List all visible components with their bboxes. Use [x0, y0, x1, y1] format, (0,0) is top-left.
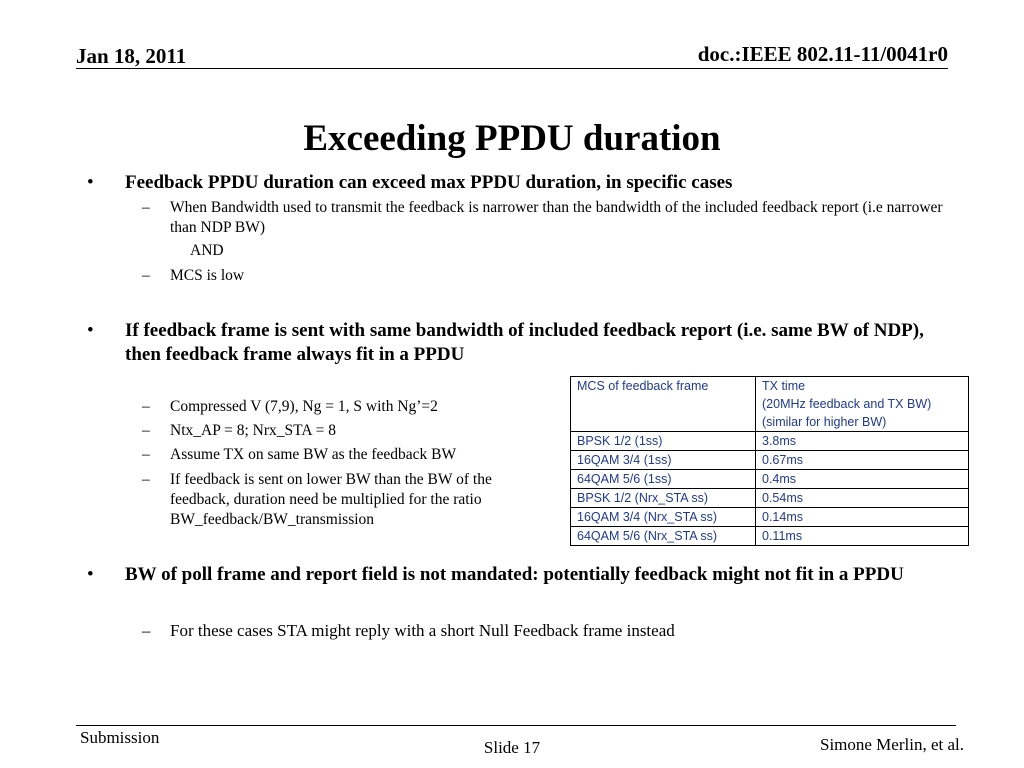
table-cell-time: 3.8ms: [756, 432, 969, 451]
header-doc-id: doc.:IEEE 802.11-11/0041r0: [697, 42, 948, 66]
header-divider: [76, 68, 948, 69]
table-header-tx-time: [756, 377, 969, 432]
bullet-2-sub-1: [142, 397, 540, 417]
bullet-2: [87, 319, 935, 367]
bullet-3-sub-1: [142, 621, 950, 641]
table-header-mcs: MCS of feedback frame: [571, 377, 756, 432]
bullet-2-sub-3: [142, 445, 540, 465]
footer-slide-number: Slide 17: [483, 738, 541, 757]
header-date: Jan 18, 2011: [76, 44, 187, 68]
table-header-tx-time-line2: (20MHz feedback and TX BW): [762, 397, 932, 411]
table-cell-mcs: 64QAM 5/6 (Nrx_STA ss): [571, 527, 756, 546]
table-header-tx-time-line1: TX time: [762, 379, 806, 393]
bullet-glyph: •: [87, 564, 94, 585]
table-cell-time: 0.11ms: [756, 527, 969, 546]
bullet-1: [87, 171, 945, 195]
and-connector: AND: [190, 242, 224, 259]
mcs-tx-time-table: [570, 376, 969, 546]
table-row: [571, 527, 969, 546]
table-cell-time: 0.4ms: [756, 470, 969, 489]
table-header-row: [571, 377, 969, 432]
dash-glyph: –: [142, 199, 150, 216]
table-header-tx-time-line3: (similar for higher BW): [762, 415, 887, 429]
dash-glyph: –: [142, 398, 150, 415]
bullet-3-sub-1-text: For these cases STA might reply with a short Null Feedback frame instead: [170, 621, 675, 640]
table-row: [571, 451, 969, 470]
table-row: [571, 508, 969, 527]
bullet-3: [87, 563, 935, 587]
bullet-3-text: BW of poll frame and report field is not mandated: potentially feedback might not fit in a PPDU: [125, 564, 904, 585]
dash-glyph: –: [142, 267, 150, 284]
dash-glyph: –: [142, 422, 150, 439]
table-cell-mcs: 16QAM 3/4 (Nrx_STA ss): [571, 508, 756, 527]
bullet-1-text: Feedback PPDU duration can exceed max PPDU duration, in specific cases: [125, 172, 733, 193]
slide-title: Exceeding PPDU duration: [303, 118, 721, 159]
bullet-2-sub-2-text: Ntx_AP = 8; Nrx_STA = 8: [170, 422, 336, 439]
table-cell-mcs: 16QAM 3/4 (1ss): [571, 451, 756, 470]
bullet-glyph: •: [87, 320, 94, 341]
footer-divider: [76, 725, 956, 726]
table-row: [571, 432, 969, 451]
table-cell-mcs: BPSK 1/2 (1ss): [571, 432, 756, 451]
bullet-2-sub-4: [142, 470, 540, 530]
bullet-2-sub-4-text: If feedback is sent on lower BW than the BW of the feedback, duration need be multiplied for the ratio BW_feedback/BW_transmission: [170, 471, 492, 528]
bullet-1-sub-1-text: When Bandwidth used to transmit the feedback is narrower than the bandwidth of the included feedback report (i.e narrower than NDP BW): [170, 199, 943, 236]
table-cell-time: 0.67ms: [756, 451, 969, 470]
table-row: [571, 489, 969, 508]
bullet-2-text: If feedback frame is sent with same bandwidth of included feedback report (i.e. same BW of NDP), then feedback frame always fit in a PPDU: [125, 320, 924, 365]
table-cell-time: 0.14ms: [756, 508, 969, 527]
bullet-glyph: •: [87, 172, 94, 193]
table-cell-mcs: BPSK 1/2 (Nrx_STA ss): [571, 489, 756, 508]
bullet-2-sub-1-text: Compressed V (7,9), Ng = 1, S with Ng’=2: [170, 398, 438, 415]
bullet-2-sub-3-text: Assume TX on same BW as the feedback BW: [170, 446, 457, 463]
table-cell-mcs: 64QAM 5/6 (1ss): [571, 470, 756, 489]
bullet-1-sub-2: [142, 266, 570, 286]
table-cell-time: 0.54ms: [756, 489, 969, 508]
bullet-2-sub-2: [142, 421, 540, 441]
dash-glyph: –: [142, 621, 151, 640]
bullet-1-sub-2-text: MCS is low: [170, 267, 245, 284]
table-row: [571, 470, 969, 489]
bullet-1-sub-1: [142, 198, 950, 238]
dash-glyph: –: [142, 471, 150, 488]
dash-glyph: –: [142, 446, 150, 463]
footer-submission: Submission: [80, 728, 160, 747]
footer-author: Simone Merlin, et al.: [819, 735, 964, 754]
